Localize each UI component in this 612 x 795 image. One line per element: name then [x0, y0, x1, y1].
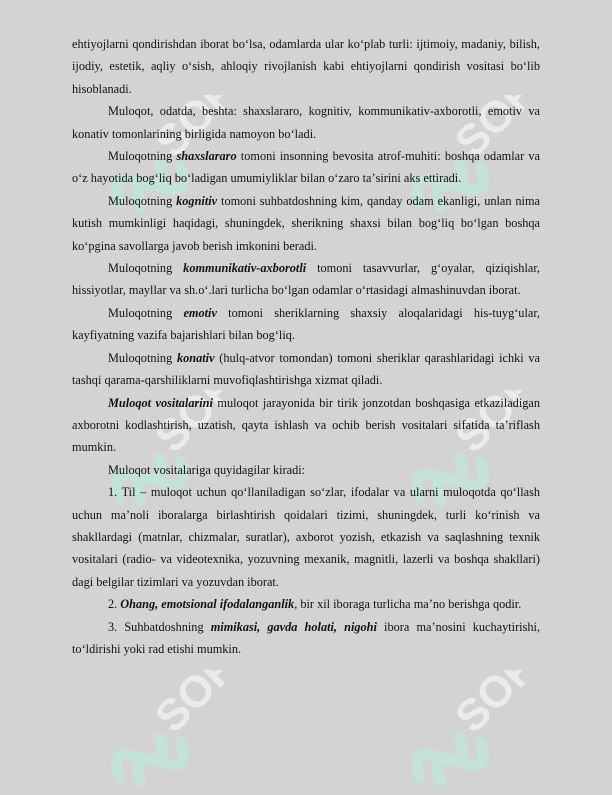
paragraph-text: tomoni suhbatdoshning kim, qanday odam ekanligi, unlan nima kutish mumkinligi haqidagi, shuningdek, sherikning shaxsi bilan bogʻliq boʻlgan boshqa koʻpgina savollarga javob berish imkonini beradi.	[72, 193, 540, 253]
emphasized-term: Muloqot vositalarini	[108, 395, 213, 410]
body-paragraph	[72, 190, 540, 257]
body-paragraph	[72, 302, 540, 347]
watermark-logo	[78, 670, 228, 790]
paragraph-text: 2.	[108, 597, 121, 612]
paragraph-text: , bir xil iboraga turlicha maʼno berishga qodir.	[294, 597, 522, 612]
emphasized-term: kommunikativ-axborotli	[183, 261, 307, 276]
paragraph-text: tomoni insonning bevosita atrof-muhiti: boshqa odamlar va oʻz hayotida bogʻliq boʻladigan umumiyliklar bilan oʻzaro taʼsirini aks ettiradi.	[72, 149, 541, 186]
paragraph-text: Muloqotning	[108, 149, 177, 164]
svg-text:SOF: SOF	[145, 670, 228, 743]
svg-text:SOF: SOF	[445, 390, 528, 463]
paragraph-text: 1. Til – muloqot uchun qoʻllaniladigan soʻzlar, ifodalar va ularni muloqotda qoʻllash uchun maʼnoli iboralarga birlashtirish qoidalari tizimi, shuningdek, turli koʻrinish va shakllardagi (matnlar, chizmalar, suratlar), axborot yozish, etkazish va saqlashning texnik vositalari (radio- va videotexnika, yozuvning mexanik, magnitli, lazerli va boshqa shakllari) dagi belgilar tizimlari va yozuvdan iborat.	[72, 485, 540, 589]
paragraph-text: tomoni tasavvurlar, gʻoyalar, qiziqishlar, hissiyotlar, mayllar va sh.oʻ.lari turlicha boʻlgan odamlar oʻrtasidagi almashinuvdan iborat.	[72, 261, 541, 298]
body-paragraph	[72, 145, 540, 190]
emphasized-term: Ohang, emotsional ifodalanganlik	[120, 597, 295, 612]
paragraph-text: ehtiyojlarni qondirishdan iborat boʻlsa, odamlarda ular koʻplab turli: ijtimoiy, madaniy, bilish, ijodiy, estetik, aqliy oʻsish, ahloqiy rivojlanish kabi ehtiyojlarni qondirish vositasi boʻlib hisoblanadi.	[72, 37, 540, 96]
paragraph-text: Muloqotning	[108, 305, 184, 320]
emphasized-term: shaxslararo	[176, 149, 237, 164]
emphasized-term: emotiv	[183, 305, 217, 320]
svg-text:SOF: SOF	[445, 95, 528, 168]
paragraph-text: muloqot jarayonida bir tirik jonzotdan boshqasiga etkaziladigan axborotni kodlashtirish, uzatish, qayta ishlash va ochib berish vositalari sifatida taʼriflash mumkin.	[72, 395, 540, 455]
emphasized-term: konativ	[176, 350, 215, 365]
paragraph-text: Muloqotning	[108, 350, 177, 365]
paragraph-text: Muloqot, odatda, beshta: shaxslararo, kognitiv, kommunikativ-axborotli, emotiv va konativ tomonlarining birligida namoyon boʻladi.	[72, 104, 540, 141]
emphasized-term: kognitiv	[176, 193, 218, 208]
paragraph-text: ibora maʼnosini kuchaytirishi, toʻldirishi yoki rad etishi mumkin.	[72, 619, 541, 656]
body-paragraph	[72, 347, 540, 392]
paragraph-text: tomoni sheriklarning shaxsiy aloqalaridagi his-tuygʻular, kayfiyatning vazifa bajarishlari bilan bogʻliq.	[72, 305, 541, 343]
body-paragraph	[72, 392, 540, 459]
body-paragraph	[72, 100, 540, 145]
emphasized-term: mimikasi, gavda holati, nigohi	[210, 619, 377, 634]
svg-text:SOF: SOF	[145, 390, 228, 463]
paragraph-text: Muloqotning	[108, 261, 184, 276]
body-paragraph	[72, 593, 540, 615]
body-paragraph	[72, 33, 540, 100]
paragraph-text: 3. Suhbatdoshning	[108, 619, 211, 634]
body-paragraph	[72, 459, 540, 481]
body-paragraph	[72, 257, 540, 302]
svg-text:SOF: SOF	[445, 670, 528, 743]
body-paragraph	[72, 481, 540, 593]
body-paragraph	[72, 616, 540, 661]
paragraph-text: Muloqot vositalariga quyidagilar kiradi:	[108, 462, 306, 477]
document-page	[72, 33, 540, 660]
paragraph-text: (hulq-atvor tomondan) tomoni sheriklar qarashlaridagi ichki va tashqi qarama-qarshiliklarni muvofiqlashtirishga xizmat qiladi.	[72, 350, 541, 388]
svg-text:SOF: SOF	[145, 95, 228, 168]
paragraph-text: Muloqotning	[108, 193, 177, 208]
watermark-logo	[378, 670, 528, 790]
